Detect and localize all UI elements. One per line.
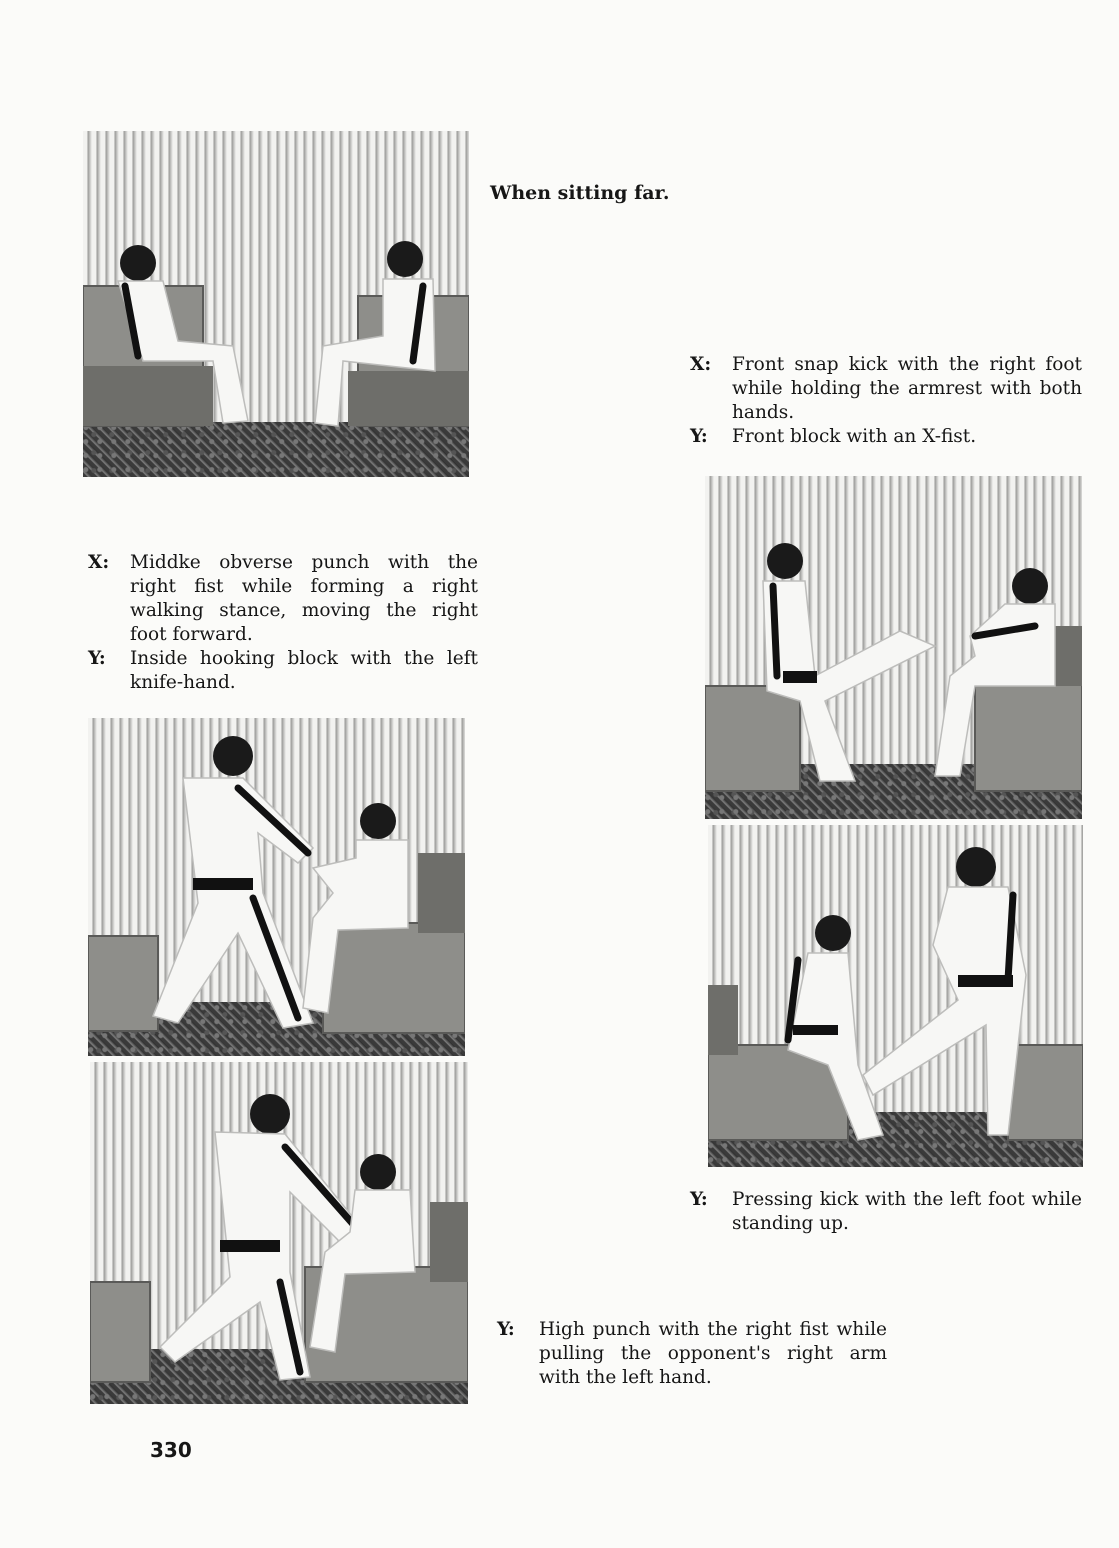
caption-label: Y: [690,426,708,447]
caption-pressing-kick [690,1188,1082,1236]
photo-both-sitting [83,131,469,477]
caption-line [497,1318,887,1390]
caption-line [690,425,1082,449]
page-number: 330 [150,1438,192,1462]
caption-line [88,551,478,647]
caption-line [690,1188,1082,1236]
caption-text: Front snap kick with the right foot while holding the armrest with both hands. [732,354,1082,423]
caption-high-punch [497,1318,887,1390]
photo-high-punch [90,1062,468,1404]
caption-label: X: [88,552,110,573]
photo-punch-hooking-block [88,718,465,1056]
caption-obverse-punch [88,551,478,695]
section-heading: When sitting far. [490,182,670,204]
caption-label: Y: [690,1189,708,1210]
caption-text: Pressing kick with the left foot while standing up. [732,1189,1082,1234]
caption-line [690,353,1082,425]
photo-front-snap-kick [705,476,1082,819]
caption-front-snap-kick [690,353,1082,449]
caption-line [88,647,478,695]
caption-label: Y: [88,648,106,669]
caption-label: X: [690,354,712,375]
caption-label: Y: [497,1319,515,1340]
photo-pressing-kick [708,825,1083,1167]
caption-text: Front block with an X-fist. [732,426,977,447]
caption-text: Middke obverse punch with the right fist while forming a right walking stance, moving the right foot forward. [130,552,478,645]
caption-text: High punch with the right fist while pulling the opponent's right arm with the left hand. [539,1319,887,1388]
caption-text: Inside hooking block with the left knife-hand. [130,648,478,693]
